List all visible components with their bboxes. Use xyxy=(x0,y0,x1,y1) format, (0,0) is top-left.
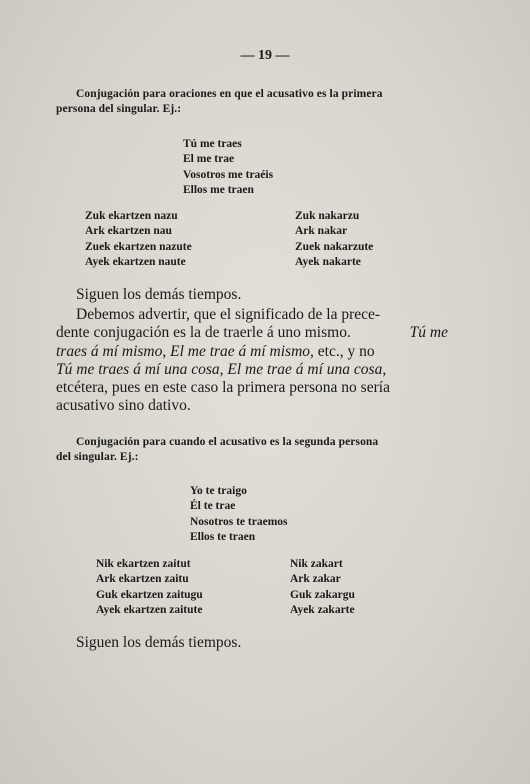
section1-spanish-list xyxy=(183,137,273,198)
section2-spanish-list xyxy=(190,484,288,545)
paragraph-line-3: traes á mí mismo, El me trae á mí mismo, etc., y no xyxy=(56,342,375,360)
list-item: Zuek ekartzen nazute xyxy=(85,240,192,253)
section2-heading-line1: Conjugación para cuando el acusativo es la segunda persona xyxy=(76,436,379,448)
list-item: El me trae xyxy=(183,153,235,166)
list-item: Ark ekartzen zaitu xyxy=(96,573,189,586)
list-item: Nik ekartzen zaitut xyxy=(96,558,191,570)
section1-basque-left-list xyxy=(85,209,192,270)
list-item: Nosotros te traemos xyxy=(190,515,288,528)
list-item: Ayek ekartzen naute xyxy=(85,255,186,268)
siguen-line-1: Siguen los demás tiempos. xyxy=(76,286,242,303)
list-item: Tú me traes xyxy=(183,138,242,150)
list-item: Ayek zakarte xyxy=(290,603,355,616)
list-item: Guk ekartzen zaitugu xyxy=(96,588,203,601)
paragraph-line-5: etcétera, pues en este caso la primera persona no sería xyxy=(56,379,390,397)
list-item: Yo te traigo xyxy=(190,485,247,497)
explanation-paragraph xyxy=(56,306,448,416)
section2-basque-right-list xyxy=(290,557,355,618)
list-item: Ayek ekartzen zaitute xyxy=(96,603,203,616)
section2-heading-line2: del singular. Ej.: xyxy=(56,451,139,463)
paragraph-line-6: acusativo sino dativo. xyxy=(56,397,191,415)
list-item: Zuk nakarzu xyxy=(295,210,360,222)
list-item: Nik zakart xyxy=(290,558,343,570)
list-item: Ellos me traen xyxy=(183,183,254,196)
list-item: Él te trae xyxy=(190,500,236,513)
list-item: Ark ekartzen nau xyxy=(85,225,172,238)
paragraph-line-2: dente conjugación es la de traerle á uno mismo. Tú me xyxy=(56,324,448,342)
list-item: Zuek nakarzute xyxy=(295,240,374,253)
section1-basque-right-list xyxy=(295,209,373,270)
section1-heading-line1: Conjugación para oraciones en que el acusativo es la primera xyxy=(76,88,383,100)
paragraph-line-1: Debemos advertir, que el significado de la prece- xyxy=(76,306,381,323)
list-item: Zuk ekartzen nazu xyxy=(85,210,178,222)
list-item: Ayek nakarte xyxy=(295,255,361,268)
page-number: — 19 — xyxy=(240,48,290,63)
list-item: Ark zakar xyxy=(290,573,341,586)
section2-basque-left-list xyxy=(96,557,203,618)
list-item: Vosotros me traéis xyxy=(183,168,274,181)
section1-heading-line2: persona del singular. Ej.: xyxy=(56,103,182,115)
siguen-line-2: Siguen los demás tiempos. xyxy=(76,634,242,651)
paragraph-line-4: Tú me traes á mí una cosa, El me trae á mí una cosa, xyxy=(56,360,387,378)
list-item: Ark nakar xyxy=(295,225,348,238)
list-item: Ellos te traen xyxy=(190,530,256,543)
list-item: Guk zakargu xyxy=(290,588,355,601)
